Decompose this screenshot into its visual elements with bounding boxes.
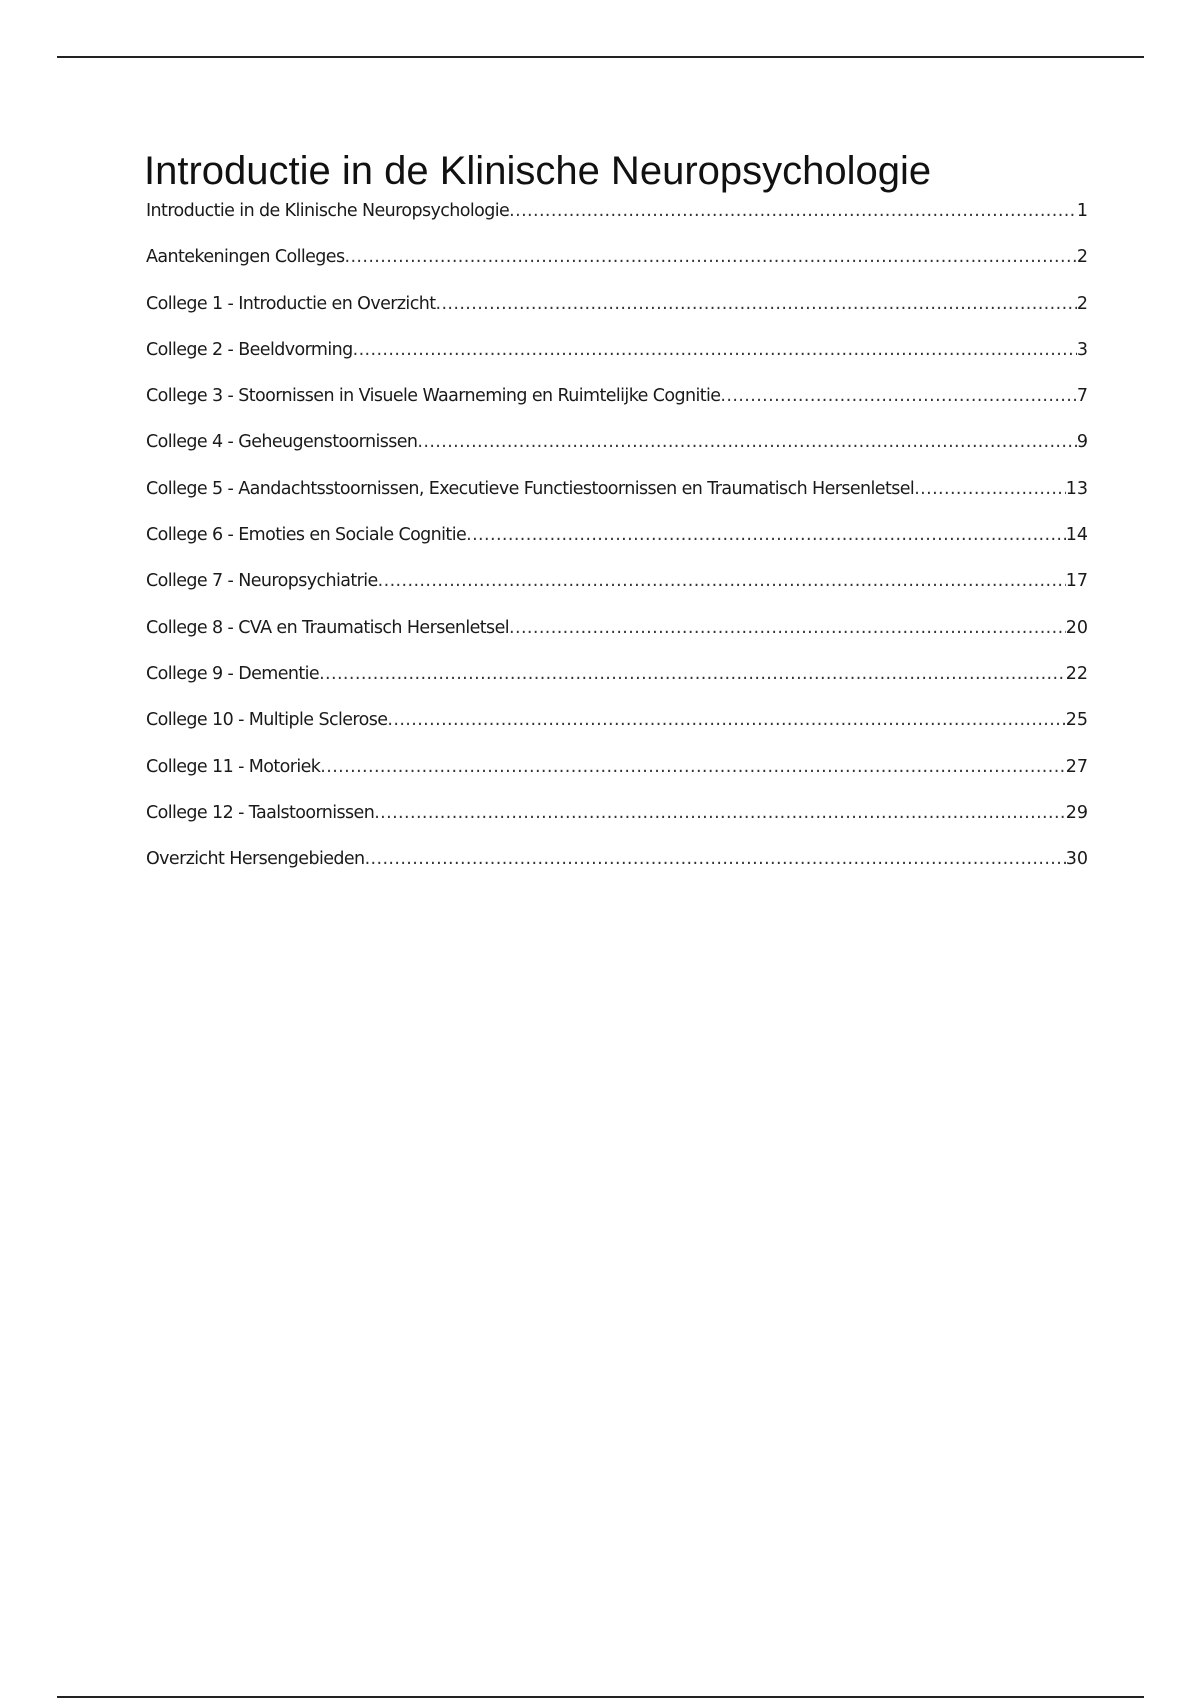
dot-leader xyxy=(378,571,1066,591)
footer-rule xyxy=(57,1696,1144,1698)
toc-page-number: 9 xyxy=(1076,432,1088,453)
toc-entry[interactable] xyxy=(146,432,1088,478)
dot-leader xyxy=(387,710,1065,730)
toc-entry[interactable] xyxy=(146,386,1088,432)
toc-entry[interactable] xyxy=(146,247,1088,293)
dot-leader xyxy=(720,386,1076,406)
toc-entry-label: Aantekeningen Colleges xyxy=(146,247,345,268)
dot-leader xyxy=(509,201,1077,221)
toc-page-number: 29 xyxy=(1065,802,1088,823)
toc-entry-label: College 2 - Beeldvorming xyxy=(146,339,353,360)
toc-entry[interactable] xyxy=(146,201,1088,247)
dot-leader xyxy=(320,757,1065,777)
toc-entry[interactable] xyxy=(146,618,1088,664)
dot-leader xyxy=(353,340,1077,360)
table-of-contents xyxy=(146,201,1088,895)
document-title: Introductie in de Klinische Neuropsychologie xyxy=(144,149,932,193)
toc-page-number: 13 xyxy=(1065,478,1088,499)
toc-entry[interactable] xyxy=(146,710,1088,756)
toc-entry[interactable] xyxy=(146,479,1088,525)
dot-leader xyxy=(435,294,1076,314)
toc-page-number: 1 xyxy=(1076,201,1088,221)
toc-entry-label: College 10 - Multiple Sclerose xyxy=(146,710,388,731)
toc-entry-label: College 1 - Introductie en Overzicht xyxy=(146,293,436,314)
toc-page-number: 22 xyxy=(1065,663,1088,684)
toc-page-number: 2 xyxy=(1076,247,1088,268)
toc-entry-label: College 9 - Dementie xyxy=(146,663,320,684)
toc-entry-label: College 8 - CVA en Traumatisch Hersenletsel xyxy=(146,617,510,638)
dot-leader xyxy=(466,525,1066,545)
toc-page-number: 30 xyxy=(1065,849,1088,870)
toc-entry-label: College 4 - Geheugenstoornissen xyxy=(146,432,418,453)
toc-entry[interactable] xyxy=(146,664,1088,710)
toc-entry-label: Overzicht Hersengebieden xyxy=(146,849,365,870)
toc-entry[interactable] xyxy=(146,340,1088,386)
toc-entry-label: College 3 - Stoornissen in Visuele Waarneming en Ruimtelijke Cognitie xyxy=(146,386,721,407)
dot-leader xyxy=(509,618,1066,638)
toc-entry-label: College 5 - Aandachtsstoornissen, Executieve Functiestoornissen en Traumatisch Hersenletsel xyxy=(146,478,915,499)
dot-leader xyxy=(417,432,1076,452)
dot-leader xyxy=(319,664,1066,684)
toc-entry-label: Introductie in de Klinische Neuropsychologie xyxy=(146,201,510,221)
dot-leader xyxy=(344,247,1076,267)
dot-leader xyxy=(365,849,1066,869)
toc-page-number: 17 xyxy=(1065,571,1088,592)
toc-entry-label: College 11 - Motoriek xyxy=(146,756,321,777)
header-rule xyxy=(57,56,1144,58)
toc-entry-label: College 12 - Taalstoornissen xyxy=(146,802,375,823)
toc-page-number: 3 xyxy=(1076,339,1088,360)
toc-page-number: 14 xyxy=(1065,525,1088,546)
toc-page-number: 25 xyxy=(1065,710,1088,731)
toc-entry-label: College 6 - Emoties en Sociale Cognitie xyxy=(146,525,467,546)
toc-entry[interactable] xyxy=(146,757,1088,803)
toc-entry[interactable] xyxy=(146,849,1088,895)
toc-page-number: 7 xyxy=(1076,386,1088,407)
toc-entry[interactable] xyxy=(146,525,1088,571)
dot-leader xyxy=(374,803,1066,823)
toc-entry-label: College 7 - Neuropsychiatrie xyxy=(146,571,378,592)
dot-leader xyxy=(914,479,1066,499)
toc-page-number: 20 xyxy=(1065,617,1088,638)
toc-page-number: 27 xyxy=(1065,756,1088,777)
toc-entry[interactable] xyxy=(146,294,1088,340)
toc-entry[interactable] xyxy=(146,571,1088,617)
toc-page-number: 2 xyxy=(1076,293,1088,314)
toc-entry[interactable] xyxy=(146,803,1088,849)
